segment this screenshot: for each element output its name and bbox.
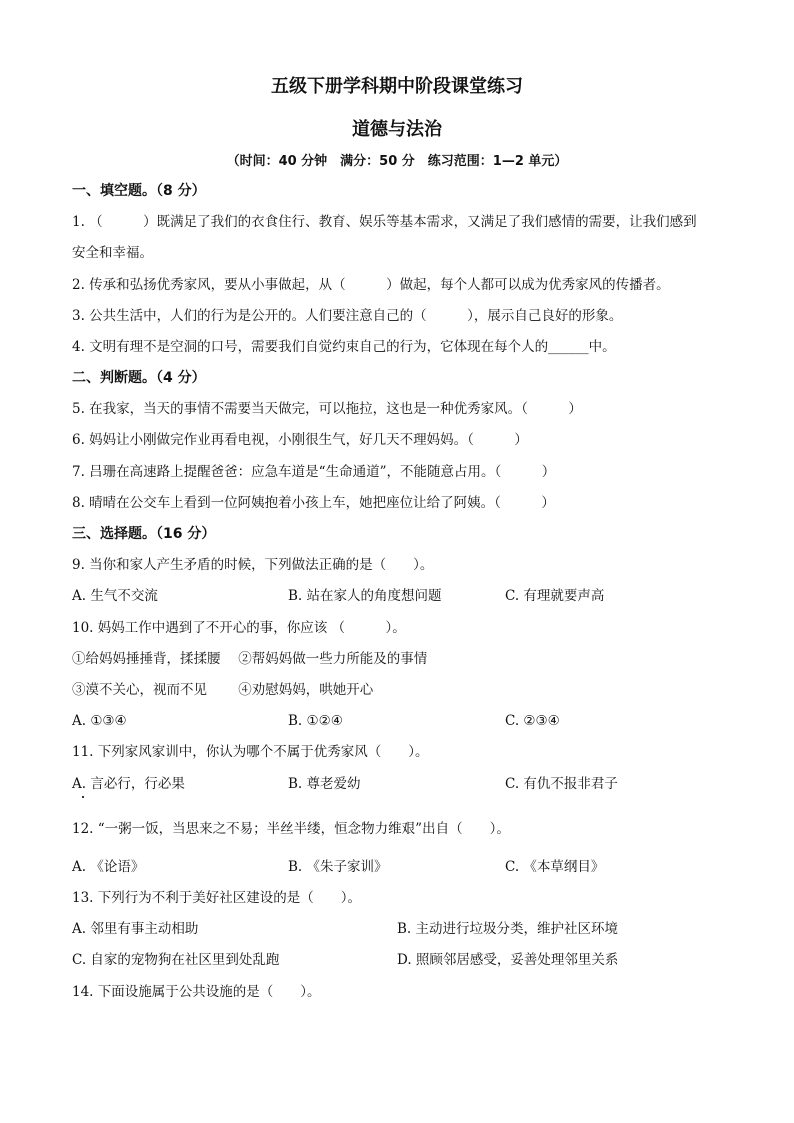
question-10-statements-1: ①给妈妈捶捶背，揉揉腰 ②帮妈妈做一些力所能及的事情 [72, 651, 428, 667]
question-11: 11. 下列家风家训中，你认为哪个不属于优秀家风（ ）。 [72, 744, 429, 760]
question-11-option-c: C. 有仇不报非君子 [505, 776, 618, 792]
section-choice-heading: 三、选择题。（16 分） [72, 526, 216, 542]
exam-info: （时间：40 分钟 满分：50 分 练习范围：1—2 单元） [226, 154, 568, 169]
question-14: 14. 下面设施属于公共设施的是（ ）。 [72, 984, 321, 1000]
question-12-option-a: A. 《论语》 [72, 859, 145, 875]
exam-title: 五级下册学科期中阶段课堂练习 [271, 76, 523, 97]
question-9: 9. 当你和家人产生矛盾的时候，下列做法正确的是（ ）。 [72, 557, 434, 573]
subject-title: 道德与法治 [352, 119, 442, 140]
question-10-option-c: C. ②③④ [505, 713, 560, 729]
question-9-option-a: A. 生气不交流 [72, 588, 158, 604]
question-13-option-b: B. 主动进行垃圾分类，维护社区环境 [397, 921, 619, 937]
stray-dot [82, 796, 84, 798]
question-12-option-b: B. 《朱子家训》 [288, 859, 388, 875]
question-12: 12. “一粥一饭，当思来之不易；半丝半缕，恒念物力维艰”出自（ ）。 [72, 821, 510, 837]
question-1-line-2: 安全和幸福。 [72, 245, 153, 261]
question-8: 8. 晴晴在公交车上看到一位阿姨抱着小孩上车，她把座位让给了阿姨。（ ） [72, 495, 555, 511]
question-5: 5. 在我家，当天的事情不需要当天做完，可以拖拉，这也是一种优秀家风。（ ） [72, 401, 582, 417]
question-12-option-c: C. 《本草纲目》 [505, 859, 605, 875]
section-fill-heading: 一、填空题。（8 分） [72, 183, 206, 199]
question-11-option-b: B. 尊老爱幼 [288, 776, 361, 792]
question-6: 6. 妈妈让小刚做完作业再看电视，小刚很生气，好几天不理妈妈。（ ） [72, 432, 528, 448]
question-9-option-c: C. 有理就要声高 [505, 588, 605, 604]
question-13-option-a: A. 邻里有事主动相助 [72, 921, 199, 937]
question-9-option-b: B. 站在家人的角度想问题 [288, 588, 442, 604]
question-10: 10. 妈妈工作中遇到了不开心的事，你应该 （ ）。 [72, 620, 406, 636]
question-13-option-d: D. 照顾邻居感受，妥善处理邻里关系 [397, 952, 619, 968]
question-2: 2. 传承和弘扬优秀家风，要从小事做起，从（ ）做起，每个人都可以成为优秀家风的传播者。 [72, 277, 670, 293]
question-1-line-1: 1. （ ）既满足了我们的衣食住行、教育、娱乐等基本需求，又满足了我们感情的需要，让我们感到 [72, 214, 697, 230]
question-7: 7. 吕珊在高速路上提醒爸爸：应急车道是“生命通道”，不能随意占用。（ ） [72, 464, 556, 480]
section-judge-heading: 二、判断题。（4 分） [72, 370, 206, 386]
question-10-statements-2: ③漠不关心，视而不见 ④劝慰妈妈，哄她开心 [72, 682, 374, 698]
question-13-option-c: C. 自家的宠物狗在社区里到处乱跑 [72, 952, 280, 968]
question-11-option-a: A. 言必行，行必果 [72, 776, 185, 792]
question-13: 13. 下列行为不利于美好社区建设的是（ ）。 [72, 890, 362, 906]
question-10-option-b: B. ①②④ [288, 713, 343, 729]
question-10-option-a: A. ①③④ [72, 713, 127, 729]
question-4: 4. 文明有理不是空洞的口号，需要我们自觉约束自己的行为，它体现在每个人的______中。 [72, 339, 616, 355]
question-3: 3. 公共生活中，人们的行为是公开的。人们要注意自己的（ ），展示自己良好的形象。 [72, 308, 623, 324]
